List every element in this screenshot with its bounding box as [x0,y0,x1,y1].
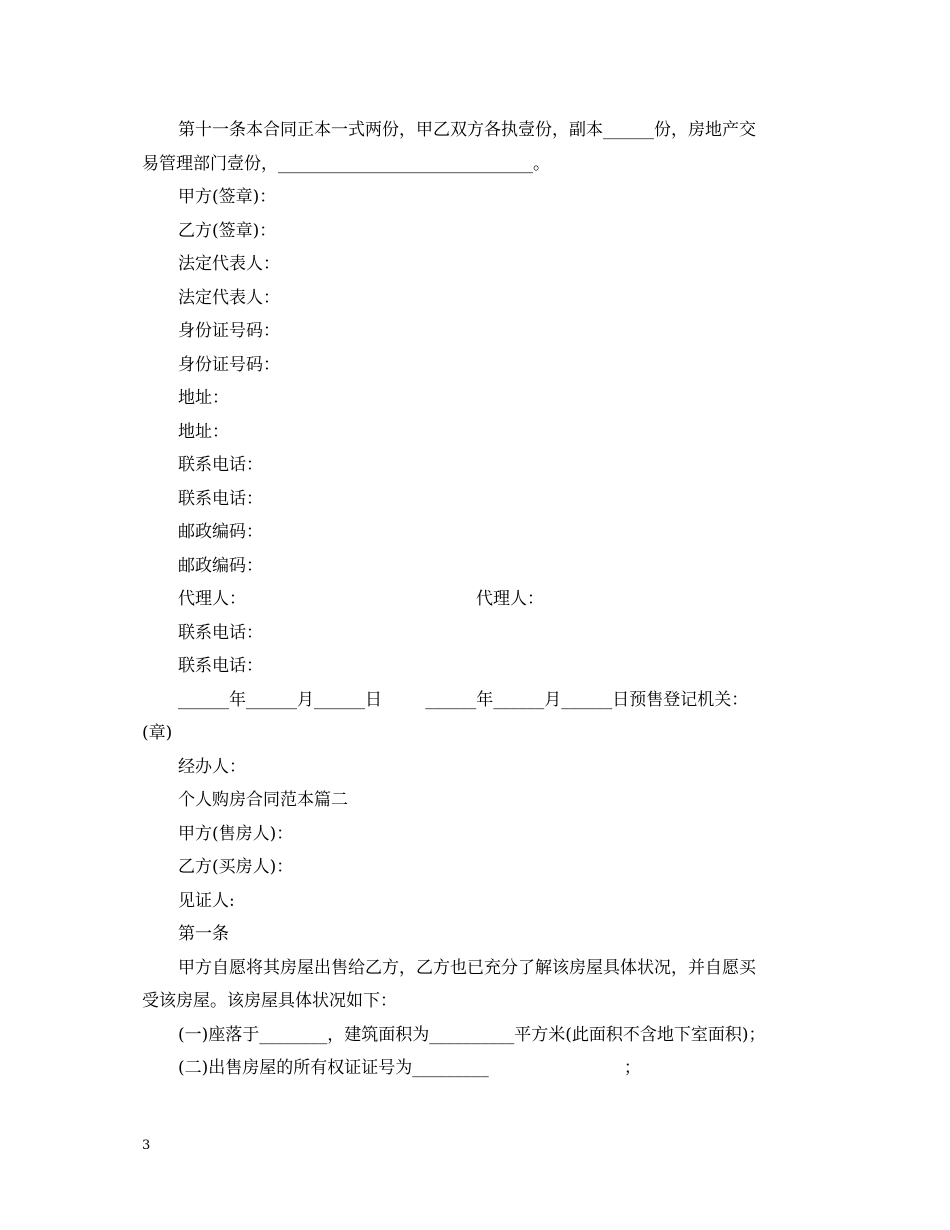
section-title: 个人购房合同范本篇二 [178,790,348,810]
party-a-seal: 甲方(签章)： [178,187,277,207]
article-11-line-2: 易管理部门壹份，______________________________。 [142,153,550,174]
seller-line: 甲方(售房人)： [178,823,294,844]
phone-b: 联系电话： [178,488,263,509]
agent-row [142,583,822,617]
postcode-b: 邮政编码： [178,555,263,576]
witness-line: 见证人: [178,890,235,911]
address-b: 地址： [178,421,229,442]
agent-phone-a: 联系电话： [178,622,263,643]
date-line: ______年______月______日 ______年______月______日预售登记机关： [178,689,749,710]
phone-a: 联系电话： [178,455,263,475]
agent-phone-b: 联系电话： [178,656,263,676]
article-1-line-1: 甲方自愿将其房屋出售给乙方，乙方也已充分了解该房屋具体状况，并自愿买 [178,957,756,978]
agent-b: 代理人： [476,589,544,609]
document-body [142,114,822,1086]
buyer-line: 乙方(买房人)： [178,857,294,877]
handler-line: 经办人： [178,756,246,777]
legal-rep-b: 法定代表人： [178,287,280,308]
article-1-heading: 第一条 [178,924,229,944]
page-number: 3 [142,1138,151,1153]
id-number-a: 身份证号码： [178,321,280,341]
agent-a: 代理人： [178,589,246,609]
party-b-seal: 乙方(签章)： [178,220,277,241]
address-a: 地址： [178,388,229,408]
article-1-line-2: 受该房屋。该房屋具体状况如下： [142,991,397,1011]
clause-1: (一)座落于________，建筑面积为__________平方米(此面积不含地下室面积)； [178,1024,766,1045]
seal-line: (章) [142,723,173,743]
id-number-b: 身份证号码： [178,354,280,375]
article-11-line-1: 第十一条本合同正本一式两份，甲乙双方各执壹份，副本______份，房地产交 [178,120,756,140]
clause-2: (二)出售房屋的所有权证证号为_________ ； [178,1058,641,1078]
postcode-a: 邮政编码： [178,522,263,542]
legal-rep-a: 法定代表人： [178,254,280,274]
